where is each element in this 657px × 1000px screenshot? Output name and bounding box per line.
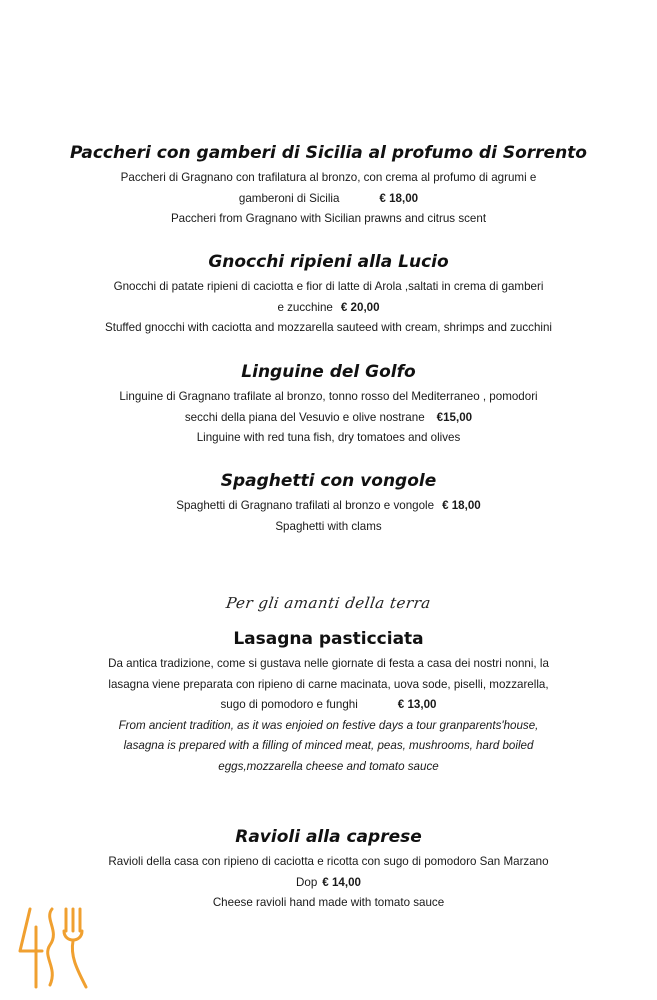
dish-price: € 20,00 bbox=[340, 300, 380, 314]
dish-title: Lasagna pasticciata bbox=[233, 629, 424, 649]
dish-paccheri bbox=[60, 142, 597, 230]
dish-english: Cheese ravioli hand made with tomato sauce bbox=[212, 896, 445, 909]
dish-description-line-2 bbox=[60, 189, 597, 210]
dish-description-tail: Dop bbox=[296, 875, 318, 889]
dish-description-tail: sugo di pomodoro e funghi bbox=[220, 698, 358, 711]
dish-description-line-2 bbox=[60, 408, 597, 429]
dish-description-tail: e zucchine bbox=[277, 300, 333, 314]
dish-description-tail: gamberoni di Sicilia bbox=[238, 191, 340, 205]
dish-english: Stuffed gnocchi with caciotta and mozzarella sauteed with cream, shrimps and zucchini bbox=[104, 321, 553, 334]
dish-description: Da antica tradizione, come si gustava nelle giornate di festa a casa dei nostri nonni, la bbox=[108, 657, 549, 670]
dish-description-line-2 bbox=[60, 873, 597, 894]
dish-title: Gnocchi ripieni alla Lucio bbox=[208, 252, 449, 272]
dish-title: Linguine del Golfo bbox=[241, 362, 416, 382]
dish-description-line-2: lasagna viene preparata con ripieno di carne macinata, uova sode, piselli, mozzarella, bbox=[108, 677, 549, 691]
dish-price: € 18,00 bbox=[379, 191, 419, 205]
dish-gnocchi bbox=[60, 251, 597, 339]
dish-lasagna bbox=[60, 628, 597, 777]
dish-description-line-2 bbox=[60, 298, 597, 319]
dish-description: Ravioli della casa con ripieno di caciotta e ricotta con sugo di pomodoro San Marzano bbox=[108, 855, 549, 868]
dish-english: Paccheri from Gragnano with Sicilian prawns and citrus scent bbox=[170, 212, 487, 225]
dish-english-line-3: eggs,mozzarella cheese and tomato sauce bbox=[218, 759, 439, 773]
dish-title: Spaghetti con vongole bbox=[220, 471, 437, 491]
dish-english: Linguine with red tuna fish, dry tomatoes and olives bbox=[196, 431, 461, 444]
dish-description: Paccheri di Gragnano con trafilatura al bronzo, con crema al profumo di agrumi e bbox=[120, 171, 537, 184]
dish-price: € 18,00 bbox=[442, 499, 481, 512]
dish-english-line-2: lasagna is prepared with a filling of minced meat, peas, mushrooms, hard boiled bbox=[123, 739, 534, 752]
dish-price: € 14,00 bbox=[322, 875, 361, 889]
fork-logo-icon bbox=[16, 905, 92, 991]
dish-description-line-3 bbox=[60, 695, 597, 716]
dish-spaghetti bbox=[60, 470, 597, 537]
dish-price: €15,00 bbox=[436, 410, 473, 424]
dish-description: Spaghetti di Gragnano trafilati al bronzo e vongole bbox=[176, 499, 435, 512]
dish-english: Spaghetti with clams bbox=[275, 519, 382, 533]
dish-description: Gnocchi di patate ripieni di caciotta e fior di latte di Arola ,saltati in crema di gamberi bbox=[113, 280, 544, 293]
dish-description-line bbox=[60, 496, 597, 517]
dish-title: Paccheri con gamberi di Sicilia al profumo di Sorrento bbox=[70, 143, 587, 163]
dish-title: Ravioli alla caprese bbox=[235, 827, 422, 847]
dish-linguine bbox=[60, 361, 597, 449]
dish-ravioli bbox=[60, 826, 597, 914]
dish-english: From ancient tradition, as it was enjoied on festive days a tour granparents'house, bbox=[118, 718, 539, 732]
section-heading: Per gli amanti della terra bbox=[224, 594, 433, 612]
dish-description-tail: secchi della piana del Vesuvio e olive nostrane bbox=[184, 410, 425, 424]
dish-price: € 13,00 bbox=[397, 698, 437, 711]
dish-description: Linguine di Gragnano trafilate al bronzo, tonno rosso del Mediterraneo , pomodori bbox=[119, 390, 538, 403]
